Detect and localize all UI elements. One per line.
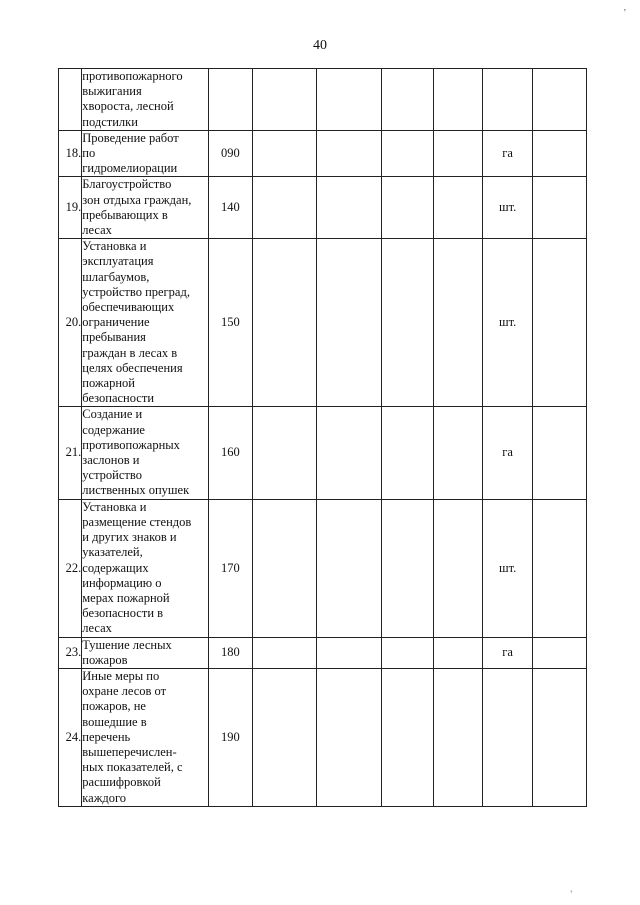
empty-value-cell [532, 668, 586, 806]
measure-name-line: пребывающих в [82, 207, 168, 222]
row-number: 22. [59, 499, 82, 637]
empty-value-cell [381, 239, 433, 407]
table-row [59, 130, 587, 177]
row-number: 21. [59, 407, 82, 499]
table-body [59, 69, 587, 807]
unit-of-measure: га [483, 407, 533, 499]
measure-name-line: вышеперечислен- [82, 744, 177, 759]
empty-value-cell [433, 130, 483, 177]
empty-value-cell [433, 637, 483, 668]
measure-name [82, 130, 209, 177]
unit-of-measure: га [483, 130, 533, 177]
empty-value-cell [433, 239, 483, 407]
empty-value-cell [381, 668, 433, 806]
measure-name-line: Установка и [82, 499, 147, 514]
measure-name-line: указателей, [82, 545, 143, 560]
measure-name-line: целях обеспечения [82, 360, 183, 375]
measure-name-line: лесах [82, 621, 112, 636]
measure-name [82, 177, 209, 239]
measure-name-line: безопасности в [82, 606, 164, 621]
unit-of-measure: шт. [483, 239, 533, 407]
line-code: 090 [209, 130, 252, 177]
measure-name-line: по [82, 146, 96, 161]
line-code: 170 [209, 499, 252, 637]
table-row [59, 69, 587, 131]
empty-value-cell [381, 69, 433, 131]
measure-name-line: вошедшие в [82, 714, 147, 729]
row-number: 20. [59, 239, 82, 407]
measure-name [82, 239, 209, 407]
empty-value-cell [317, 130, 382, 177]
measure-name-line: Проведение работ [82, 130, 179, 145]
line-code [209, 69, 252, 131]
measure-name-line: расшифровкой [82, 775, 161, 790]
empty-value-cell [433, 177, 483, 239]
measure-name-line: ных показателей, с [82, 760, 183, 775]
table-row [59, 239, 587, 407]
measure-name [82, 407, 209, 499]
measure-name-line: Создание и [82, 407, 143, 422]
measure-name-line: обеспечивающих [82, 300, 175, 315]
unit-of-measure [483, 668, 533, 806]
measure-name-line: шлагбаумов, [82, 269, 150, 284]
empty-value-cell [252, 637, 317, 668]
empty-value-cell [532, 239, 586, 407]
measure-name-line: хвороста, лесной [82, 99, 174, 114]
corner-mark: , [623, 2, 626, 12]
line-code: 180 [209, 637, 252, 668]
measure-name-line: подстилки [82, 114, 138, 129]
measure-name-line: пожаров, не [82, 699, 146, 714]
table-row [59, 499, 587, 637]
measure-name [82, 668, 209, 806]
measure-name-line: размещение стендов [82, 514, 192, 529]
measure-name-line: Тушение лесных [82, 637, 172, 652]
measure-name-line: мерах пожарной [82, 590, 170, 605]
empty-value-cell [317, 177, 382, 239]
empty-value-cell [317, 239, 382, 407]
bottom-mark: ' [570, 889, 572, 899]
measure-name-line: устройство преград, [82, 284, 190, 299]
measure-name-line: устройство [82, 468, 142, 483]
empty-value-cell [381, 407, 433, 499]
empty-value-cell [433, 499, 483, 637]
measure-name-line: перечень [82, 729, 131, 744]
unit-of-measure: шт. [483, 177, 533, 239]
table-row [59, 407, 587, 499]
row-number: 19. [59, 177, 82, 239]
empty-value-cell [433, 668, 483, 806]
row-number: 23. [59, 637, 82, 668]
row-number: 24. [59, 668, 82, 806]
row-number [59, 69, 82, 131]
measure-name-line: противопожарных [82, 437, 180, 452]
empty-value-cell [381, 499, 433, 637]
line-code: 160 [209, 407, 252, 499]
empty-value-cell [532, 407, 586, 499]
measure-name-line: и других знаков и [82, 530, 177, 545]
empty-value-cell [532, 177, 586, 239]
empty-value-cell [317, 407, 382, 499]
measure-name-line: безопасности [82, 391, 155, 406]
measure-name-line: противопожарного [82, 69, 183, 83]
unit-of-measure: га [483, 637, 533, 668]
empty-value-cell [252, 499, 317, 637]
measure-name-line: содержащих [82, 560, 149, 575]
empty-value-cell [381, 637, 433, 668]
empty-value-cell [532, 637, 586, 668]
line-code: 190 [209, 668, 252, 806]
empty-value-cell [381, 177, 433, 239]
table-row [59, 668, 587, 806]
empty-value-cell [252, 69, 317, 131]
measure-name-line: Благоустройство [82, 177, 172, 192]
measure-name-line: зон отдыха граждан, [82, 192, 192, 207]
table-row [59, 177, 587, 239]
measure-name-line: содержание [82, 422, 145, 437]
measure-name-line: каждого [82, 790, 127, 805]
measures-table [58, 68, 587, 807]
table-row [59, 637, 587, 668]
empty-value-cell [317, 668, 382, 806]
empty-value-cell [532, 69, 586, 131]
empty-value-cell [433, 69, 483, 131]
empty-value-cell [252, 130, 317, 177]
unit-of-measure [483, 69, 533, 131]
measure-name-line: пребывания [82, 330, 146, 345]
measure-name-line: лесах [82, 223, 112, 238]
measure-name-line: лиственных опушек [82, 483, 190, 498]
unit-of-measure: шт. [483, 499, 533, 637]
measure-name-line: Установка и [82, 239, 147, 254]
empty-value-cell [317, 69, 382, 131]
measure-name-line: охране лесов от [82, 684, 167, 699]
line-code: 150 [209, 239, 252, 407]
measure-name-line: ограничение [82, 315, 150, 330]
measure-name-line: информацию о [82, 575, 162, 590]
measure-name [82, 69, 209, 131]
measure-name-line: эксплуатация [82, 254, 154, 269]
empty-value-cell [252, 239, 317, 407]
measure-name-line: Иные меры по [82, 668, 160, 683]
empty-value-cell [252, 177, 317, 239]
page-number: 40 [313, 38, 327, 53]
empty-value-cell [252, 407, 317, 499]
measure-name-line: граждан в лесах в [82, 345, 178, 360]
empty-value-cell [532, 130, 586, 177]
empty-value-cell [317, 637, 382, 668]
measure-name-line: пожарной [82, 376, 135, 391]
empty-value-cell [252, 668, 317, 806]
empty-value-cell [433, 407, 483, 499]
empty-value-cell [532, 499, 586, 637]
empty-value-cell [381, 130, 433, 177]
measure-name-line: выжигания [82, 84, 142, 99]
measure-name [82, 637, 209, 668]
row-number: 18. [59, 130, 82, 177]
measure-name-line: пожаров [82, 652, 128, 667]
measure-name [82, 499, 209, 637]
line-code: 140 [209, 177, 252, 239]
measure-name-line: заслонов и [82, 453, 140, 468]
empty-value-cell [317, 499, 382, 637]
measure-name-line: гидромелиорации [82, 161, 178, 176]
